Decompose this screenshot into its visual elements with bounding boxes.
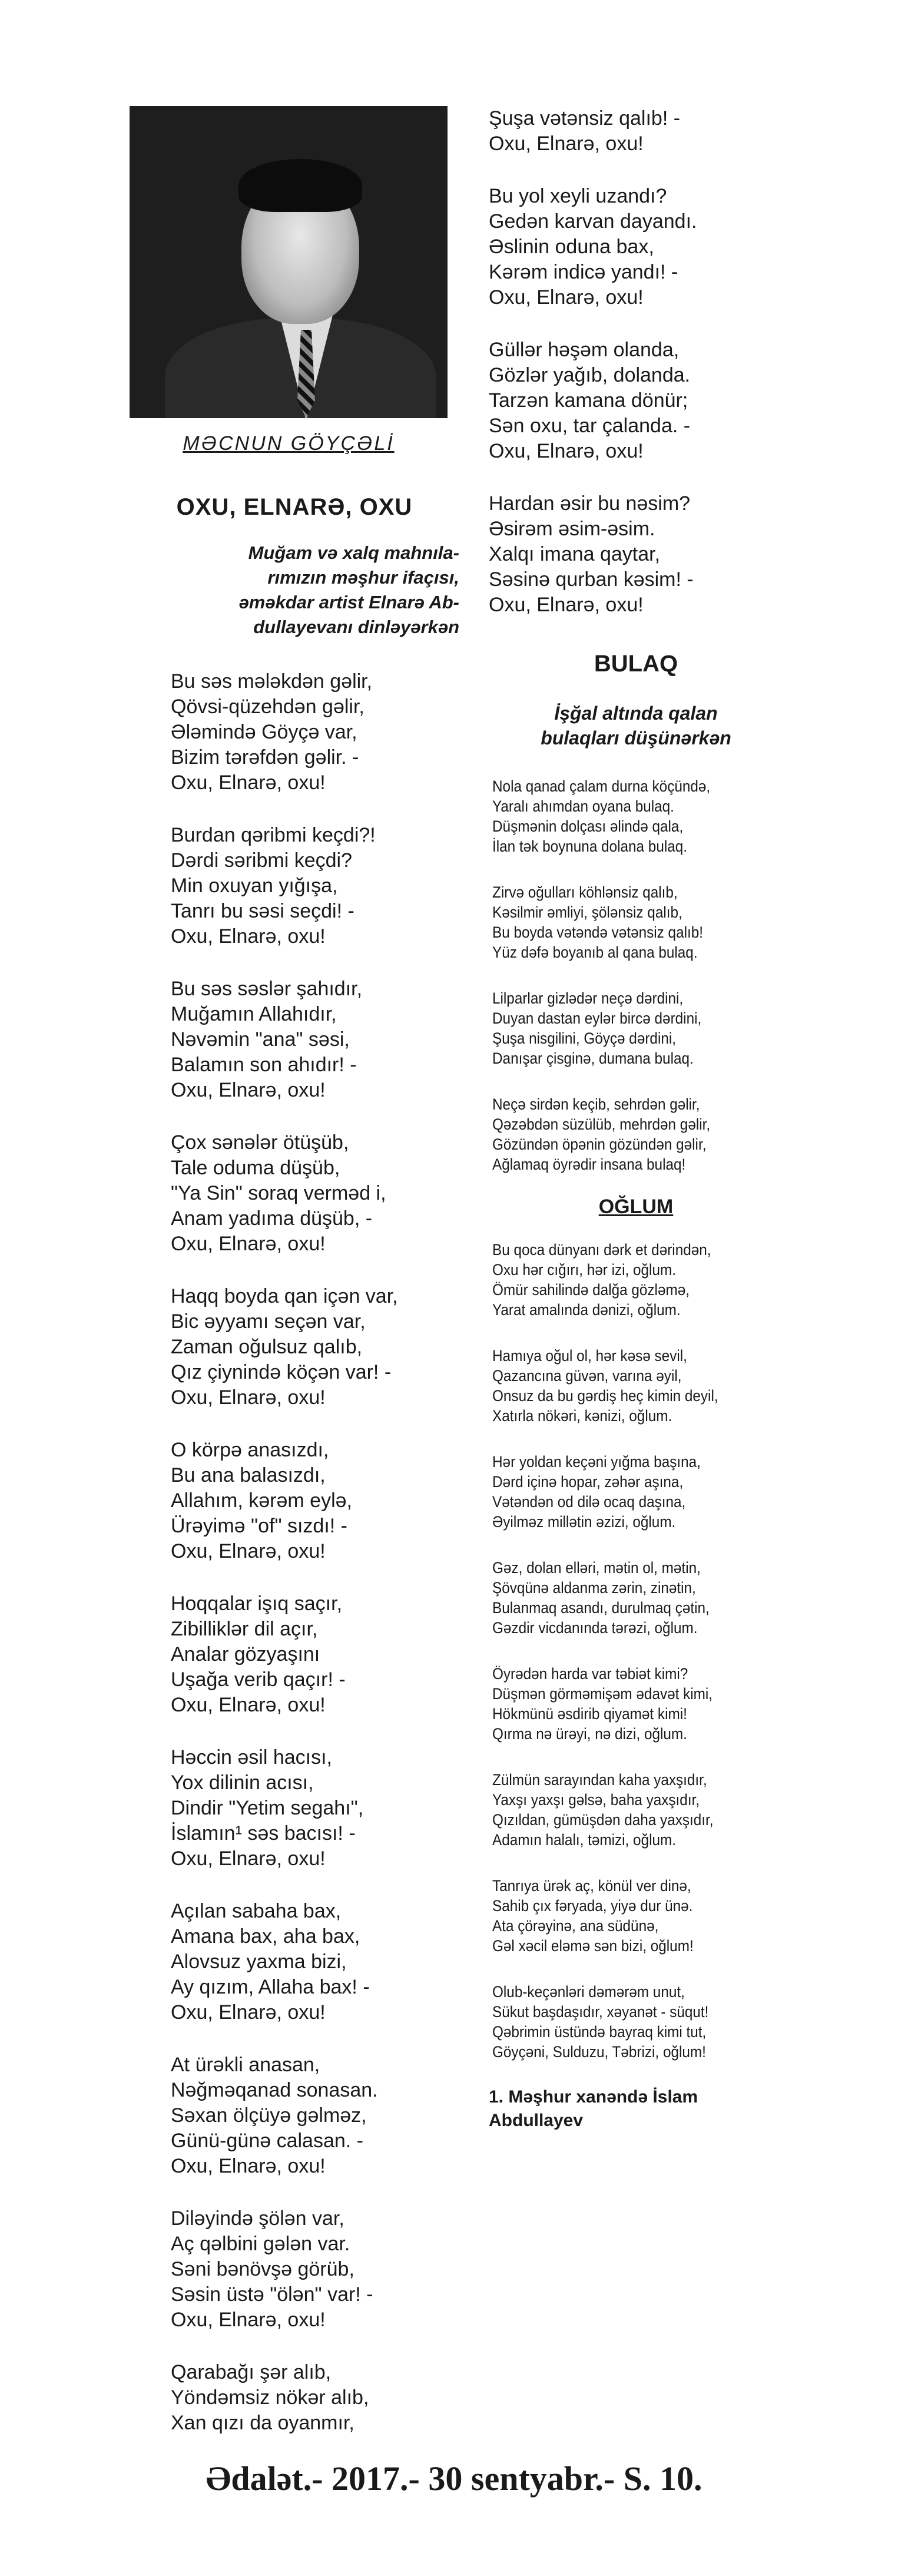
poem-title: OXU, ELNARƏ, OXU <box>176 494 413 520</box>
stanza: Neçə sirdən keçib, sehrdən gəlir, Qəzəbdən süzülüb, mehrdən gəlir, Gözündən öpənin gözündən gəlir, Ağlamaq öyrədir insana bulaq! <box>492 1095 711 1173</box>
left-column <box>130 106 459 2436</box>
stanza: Hardan əsir bu nəsim? Əsirəm əsim-əsim. Xalqı imana qaytar, Səsinə qurban kəsim! - Oxu, Elnarə, oxu! <box>489 492 694 616</box>
stanza: Olub-keçənləri dəmərəm unut, Sükut başdaşıdır, xəyanət - süqut! Qəbrimin üstündə bayraq kimi tut, Göyçəni, Sulduzu, Təbrizi, oğlum! <box>492 1983 709 2061</box>
right-column <box>471 106 801 2133</box>
stanza: Açılan sabaha bax, Amana bax, aha bax, Alovsuz yaxma bizi, Ay qızım, Allaha bax! - Oxu, Elnarə, oxu! <box>171 1900 370 2024</box>
stanza: Zirvə oğulları köhlənsiz qalıb, Kəsilmir əmliyi, şölənsiz qalıb, Bu boyda vətəndə vətənsiz qalıb! Yüz dəfə boyanıb al qana bulaq. <box>492 883 704 961</box>
stanza: Həccin əsil hacısı, Yox dilinin acısı, Dindir "Yetim segahı", İslamın¹ səs bacısı! - Oxu, Elnarə, oxu! <box>171 1746 364 1870</box>
oglum-title: OĞLUM <box>598 1196 674 1218</box>
stanza: At ürəkli anasan, Nəğməqanad sonasan. Səxan ölçüyə gəlməz, Günü-günə calasan. - Oxu, Elnarə, oxu! <box>171 2054 378 2177</box>
photo-hair <box>238 159 362 212</box>
bulaq-stanzas <box>471 776 801 1174</box>
stanza: Tanrıya ürək aç, könül ver dinə, Sahib çıx fəryada, yiyə dur ünə. Ata çörəyinə, ana südünə, Gəl xəcil eləmə sən bizi, oğlum! <box>492 1877 694 1955</box>
stanza: Hər yoldan keçəni yığma başına, Dərd içinə hopar, zəhər aşına, Vətəndən od dilə ocaq daşına, Əyilməz millətin əzizi, oğlum. <box>492 1453 701 1531</box>
stanza: Çox sənələr ötüşüb, Tale oduma düşüb, "Ya Sin" soraq verməd i, Anam yadıma düşüb, - Oxu, Elnarə, oxu! <box>171 1131 386 1255</box>
stanza: Bu səs səslər şahıdır, Muğamın Allahıdır, Nəvəmin "ana" səsi, Balamın son ahıdır! - Oxu, Elnarə, oxu! <box>171 978 363 1101</box>
stanza: Hoqqalar işıq saçır, Zibilliklər dil açır, Analar gözyaşını Uşağa verib qaçır! - Oxu, Elnarə, oxu! <box>171 1592 346 1716</box>
stanza: Haqq boyda qan içən var, Bic əyyamı seçən var, Zaman oğulsuz qalıb, Qız çiynində köçən var! - Oxu, Elnarə, oxu! <box>171 1285 398 1409</box>
stanza: Lilparlar gizlədər neçə dərdini, Duyan dastan eylər bircə dərdini, Şuşa nisgilini, Göyçə dərdini, Danışar çisginə, dumana bulaq. <box>492 989 702 1067</box>
author-name: MƏCNUN GÖYÇƏLİ <box>183 432 395 455</box>
stanza: Bu yol xeyli uzandı? Gedən karvan dayandı. Əslinin oduna bax, Kərəm indicə yandı! - Oxu, Elnarə, oxu! <box>489 185 697 309</box>
stanza: Bu səs mələkdən gəlir, Qövsi-qüzehdən gəlir, Ələmində Göyçə var, Bizim tərəfdən gəlir. - Oxu, Elnarə, oxu! <box>171 670 373 794</box>
stanza: Hamıya oğul ol, hər kəsə sevil, Qazancına güvən, varına əyil, Onsuz da bu gərdiş heç kimin deyil, Xatırla nökəri, kənizi, oğlum. <box>492 1347 718 1425</box>
stanza: Şuşa vətənsiz qalıb! - Oxu, Elnarə, oxu! <box>489 107 681 155</box>
stanza: Öyrədən harda var təbiət kimi? Düşmən görməmişəm ədavət kimi, Hökmünü əsdirib qiyamət kimi! Qırma nə ürəyi, nə dizi, oğlum. <box>492 1665 713 1743</box>
bulaq-title: BULAQ <box>594 651 678 677</box>
stanza: Zülmün sarayından kaha yaxşıdır, Yaxşı yaxşı gəlsə, baha yaxşıdır, Qızıldan, gümüşdən daha yaxşıdır, Adamın halalı, təmizi, oğlum. <box>492 1771 714 1849</box>
oglum-stanzas <box>471 1240 801 2062</box>
source-citation: Ədalət.- 2017.- 30 sentyabr.- S. 10. <box>206 2459 702 2498</box>
stanza: Bu qoca dünyanı dərk et dərindən, Oxu hər cığırı, hər izi, oğlum. Ömür sahilində dalğa gözləmə, Yarat amalında dənizi, oğlum. <box>492 1241 711 1319</box>
author-photo <box>130 106 448 418</box>
stanza: Burdan qəribmi keçdi?! Dərdi səribmi keçdi? Min oxuyan yığışa, Tanrı bu səsi seçdi! - Oxu, Elnarə, oxu! <box>171 824 376 948</box>
poem-stanzas <box>130 669 459 2436</box>
bulaq-dedication: İşğal altında qalan bulaqları düşünərkən <box>541 703 731 749</box>
poem-stanzas-continued <box>471 106 801 618</box>
stanza: Diləyində şölən var, Aç qəlbini gələn var. Səni bənövşə görüb, Səsin üstə "ölən" var! - Oxu, Elnarə, oxu! <box>171 2207 373 2331</box>
stanza: Nola qanad çalam durna köçündə, Yaralı ahımdan oyana bulaq. Düşmənin dolçası əlində qala, İlan tək boynuna dolana bulaq. <box>492 777 711 855</box>
stanza: Gəz, dolan elləri, mətin ol, mətin, Şövqünə aldanma zərin, zinətin, Bulanmaq asandı, durulmaq çətin, Gəzdir vicdanında tərəzi, oğlum. <box>492 1559 710 1637</box>
stanza: Qarabağı şər alıb, Yöndəmsiz nökər alıb, Xan qızı da oyanmır, <box>171 2361 369 2434</box>
stanza: Güllər həşəm olanda, Gözlər yağıb, dolanda. Tarzən kamana dönür; Sən oxu, tar çalanda. - Oxu, Elnarə, oxu! <box>489 339 691 462</box>
footnote: 1. Məşhur xanəndə İslam Abdullayev <box>489 2087 698 2130</box>
stanza: O körpə anasızdı, Bu ana balasızdı, Allahım, kərəm eylə, Ürəyimə "of" sızdı! - Oxu, Elnarə, oxu! <box>171 1439 352 1562</box>
poem-dedication: Muğam və xalq mahnıla- rımızın məşhur ifaçısı, əməkdar artist Elnarə Ab- dullayevanı dinləyərkən <box>238 542 459 637</box>
